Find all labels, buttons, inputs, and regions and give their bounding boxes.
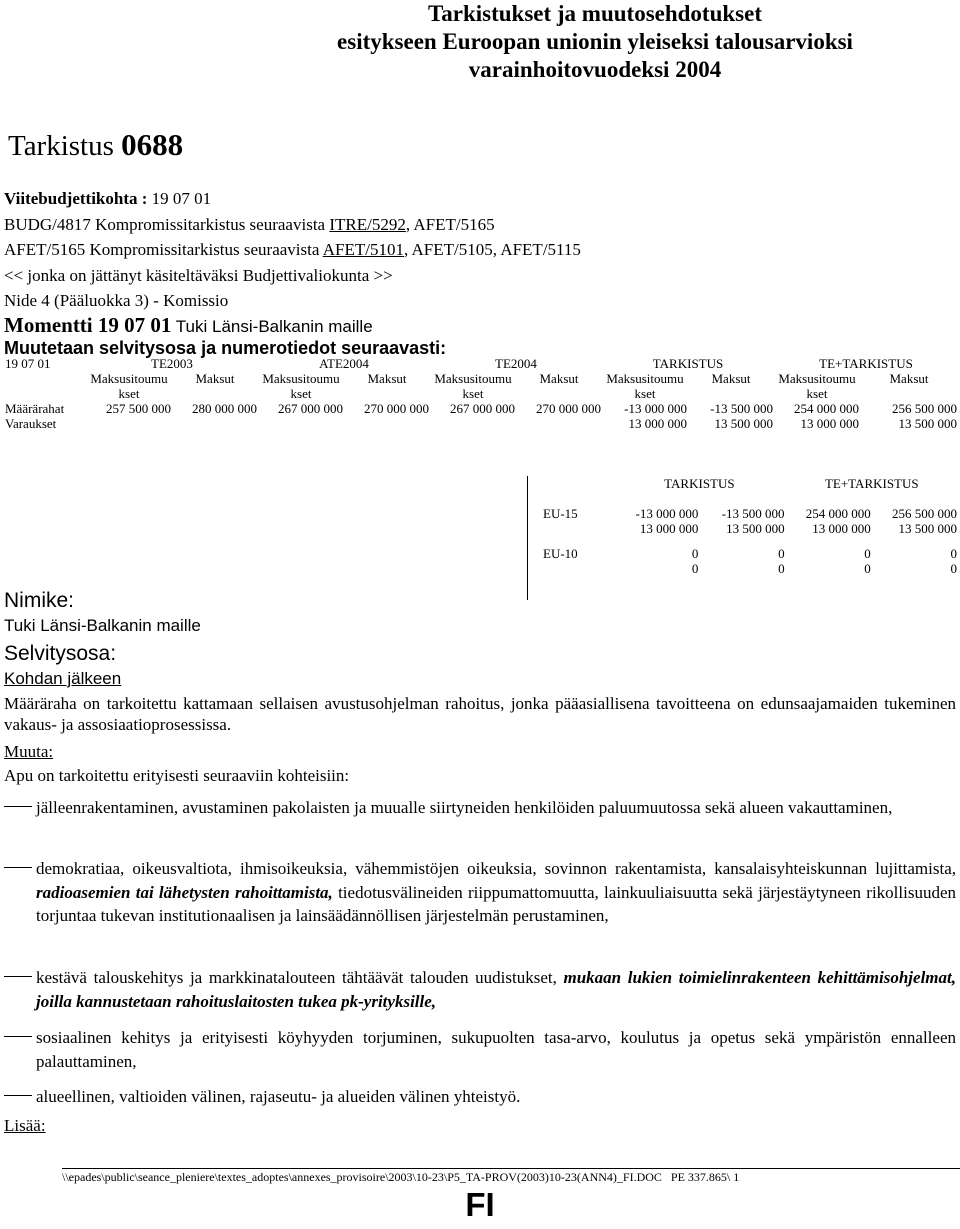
col-header-payments: Maksut bbox=[539, 371, 579, 386]
col-header-payments: Maksut bbox=[195, 371, 235, 386]
col-group-tarkistus: TARKISTUS bbox=[664, 476, 735, 491]
list-item bbox=[4, 1026, 956, 1073]
document-title bbox=[0, 0, 960, 84]
compromise-1-suffix: , AFET/5165 bbox=[405, 214, 495, 234]
dash-bullet bbox=[4, 806, 32, 807]
compromise-line-1 bbox=[4, 212, 581, 238]
table-divider bbox=[527, 476, 528, 600]
table-row bbox=[0, 371, 958, 401]
list-item-text: alueellinen, valtioiden välinen, rajaseutu- ja alueiden välinen yhteistyö. bbox=[36, 1087, 521, 1106]
compromise-1-prefix: BUDG/4817 Kompromissitarkistus seuraavista bbox=[4, 214, 330, 234]
nimike-value: Tuki Länsi-Balkanin maille bbox=[4, 616, 201, 635]
nimike-label: Nimike: bbox=[4, 589, 75, 612]
table-cell: 257 500 000 bbox=[106, 401, 171, 416]
dash-bullet bbox=[4, 976, 32, 977]
col-header-payments: Maksut bbox=[367, 371, 407, 386]
compromise-2-suffix: , AFET/5105, AFET/5115 bbox=[403, 240, 581, 259]
table-row bbox=[533, 506, 958, 536]
col-header-payments: Maksut bbox=[711, 371, 751, 386]
table-cell bbox=[516, 416, 602, 431]
table-cell bbox=[344, 416, 430, 431]
apu-intro: Apu on tarkoitettu erityisesti seuraaviin kohteisiin: bbox=[4, 766, 350, 785]
col-group-tarkistus: TARKISTUS bbox=[652, 356, 724, 371]
dash-bullet bbox=[4, 1036, 32, 1037]
table-cell: -13 000 000 bbox=[624, 401, 687, 416]
col-header-commitments: Maksusitoumu kset bbox=[434, 371, 512, 401]
table-cell bbox=[258, 416, 344, 431]
row-label: EU-15 bbox=[543, 506, 578, 521]
table-cell: 13 000 000 bbox=[628, 416, 687, 431]
momentti-text: Tuki Länsi-Balkanin maille bbox=[171, 317, 373, 336]
title-line-3: varainhoitovuodeksi 2004 bbox=[468, 57, 722, 82]
table-cell: 0 0 bbox=[691, 546, 699, 576]
kohdan-label: Kohdan jälkeen bbox=[4, 669, 122, 688]
title-line-1: Tarkistukset ja muutosehdotukset bbox=[428, 1, 762, 26]
table-cell: 13 000 000 bbox=[800, 416, 859, 431]
table-cell: 270 000 000 bbox=[364, 401, 429, 416]
col-header-commitments: Maksusitoumu kset bbox=[262, 371, 340, 401]
row-label: Määrärahat bbox=[5, 401, 65, 416]
amendment-meta bbox=[4, 186, 581, 314]
table-cell: -13 000 000 13 000 000 bbox=[635, 506, 699, 536]
title-line-2: esitykseen Euroopan unionin yleiseksi talousarvioksi bbox=[337, 29, 853, 54]
row-label: EU-10 bbox=[543, 546, 578, 561]
list-item-text: jälleenrakentaminen, avustaminen pakolaisten ja muualle siirtyneiden henkilöiden paluumuutossa sekä alueen vakauttaminen, bbox=[36, 798, 893, 817]
amendment-label: Tarkistus bbox=[8, 130, 114, 162]
list-item-text: demokratiaa, oikeusvaltiota, ihmisoikeuksia, vähemmistöjen oikeuksia, sovinnon rakentamista, kansalaisyhteiskunnan lujittamista, radioasemien tai lähetysten rahoittamista, tiedotusvälineiden riippumattomuutta, lainkuuliaisuutta sekä järjestäytyneen rikollisuuden torjuntaa tukevan institutionaalisen ja lainsäädännöllisen järjestelmän perustaminen, bbox=[36, 859, 956, 925]
col-header-commitments: Maksusitoumu kset bbox=[90, 371, 168, 401]
footer-divider bbox=[62, 1168, 960, 1169]
table-cell: 267 000 000 bbox=[450, 401, 515, 416]
table-cell bbox=[172, 416, 258, 431]
momentti-label: Momentti 19 07 01 bbox=[4, 313, 172, 337]
table-row bbox=[0, 401, 958, 416]
submitted-by: << jonka on jättänyt käsiteltäväksi Budjettivaliokunta >> bbox=[4, 265, 393, 285]
table-cell: 0 0 bbox=[778, 546, 785, 576]
paragraph-1: Määräraha on tarkoitettu kattamaan sellaisen avustusohjelman rahoitus, jonka pääasiallisena tavoitteena on edunsaajamaiden tukeminen vakaus- ja assosiaatioprosessissa. bbox=[4, 694, 956, 734]
col-header-commitments: Maksusitoumu kset bbox=[778, 371, 856, 401]
section-ref: Nide 4 (Pääluokka 3) - Komissio bbox=[4, 291, 229, 310]
table-cell: -13 500 000 13 500 000 bbox=[721, 506, 785, 536]
col-group-te-tarkistus: TE+TARKISTUS bbox=[819, 356, 913, 371]
table-row bbox=[0, 416, 958, 431]
row-label: Varaukset bbox=[5, 416, 57, 431]
list-item-text: sosiaalinen kehitys ja erityisesti köyhyyden torjuminen, sukupuolten tasa-arvo, koulutus ja opetus sekä ympäristön ennalleen palauttaminen, bbox=[36, 1028, 956, 1071]
table-row bbox=[533, 546, 958, 576]
footer-pe: PE 337.865\ 1 bbox=[670, 1170, 740, 1184]
table-cell bbox=[430, 416, 516, 431]
table-cell: 254 000 000 bbox=[794, 401, 859, 416]
selvitysosa-label: Selvitysosa: bbox=[4, 642, 117, 665]
table-cell: 254 000 000 13 000 000 bbox=[805, 506, 871, 536]
language-code: FI bbox=[465, 1186, 495, 1223]
muuta-label: Muuta: bbox=[4, 742, 54, 761]
table-cell: 256 500 000 13 500 000 bbox=[892, 506, 957, 536]
table-cell bbox=[86, 416, 172, 431]
table-corner: 19 07 01 bbox=[5, 356, 51, 371]
budget-line-value: 19 07 01 bbox=[151, 189, 212, 208]
compromise-2-prefix: AFET/5165 Kompromissitarkistus seuraavista bbox=[4, 240, 323, 259]
col-group-te2004: TE2004 bbox=[495, 356, 537, 371]
table-row bbox=[533, 476, 958, 491]
footer bbox=[62, 1170, 958, 1185]
footer-path: \\epades\public\seance_pleniere\textes_adoptes\annexes_provisoire\2003\10-23\P5_TA-PROV(2003)10-23(ANN4)_FI.DOC bbox=[62, 1170, 662, 1184]
compromise-1-link[interactable]: ITRE/5292 bbox=[329, 214, 406, 234]
amendment-number: 0688 bbox=[121, 127, 184, 162]
col-group-te-tarkistus: TE+TARKISTUS bbox=[824, 476, 919, 491]
momentti-heading bbox=[4, 312, 373, 340]
dash-bullet bbox=[4, 867, 32, 868]
list-item bbox=[4, 966, 956, 1013]
budget-line-ref bbox=[4, 186, 581, 212]
table-cell: 0 0 bbox=[950, 546, 957, 576]
budget-line-label: Viitebudjettikohta : bbox=[4, 189, 152, 208]
eu-split-table bbox=[533, 476, 958, 576]
table-cell: 256 500 000 bbox=[892, 401, 957, 416]
figures-table bbox=[0, 356, 958, 431]
col-group-te2003: TE2003 bbox=[151, 356, 193, 371]
lisaa-label: Lisää: bbox=[4, 1116, 46, 1135]
col-header-payments: Maksut bbox=[889, 371, 929, 386]
table-cell: 0 0 bbox=[864, 546, 871, 576]
compromise-line-2 bbox=[4, 237, 581, 263]
amendment-heading bbox=[8, 128, 183, 163]
table-cell: 13 500 000 bbox=[898, 416, 957, 431]
list-item bbox=[4, 796, 956, 820]
table-row bbox=[0, 356, 958, 371]
dash-bullet bbox=[4, 1095, 32, 1096]
table-cell: 13 500 000 bbox=[714, 416, 773, 431]
table-cell: 270 000 000 bbox=[536, 401, 601, 416]
col-group-ate2004: ATE2004 bbox=[319, 356, 369, 371]
amend-instruction: Muutetaan selvitysosa ja numerotiedot seuraavasti: bbox=[4, 338, 447, 358]
table-cell: 267 000 000 bbox=[278, 401, 343, 416]
list-item bbox=[4, 1085, 956, 1109]
compromise-2-link[interactable]: AFET/5101 bbox=[322, 240, 404, 259]
list-item bbox=[4, 857, 956, 928]
table-cell: 280 000 000 bbox=[192, 401, 257, 416]
col-header-commitments: Maksusitoumu kset bbox=[606, 371, 684, 401]
list-item-text: kestävä talouskehitys ja markkinatalouteen tähtäävät talouden uudistukset, mukaan lukien toimielinrakenteen kehittämisohjelmat, joilla kannustetaan rahoituslaitosten tukea pk-yrityksille, bbox=[36, 968, 956, 1011]
table-cell: -13 500 000 bbox=[710, 401, 773, 416]
